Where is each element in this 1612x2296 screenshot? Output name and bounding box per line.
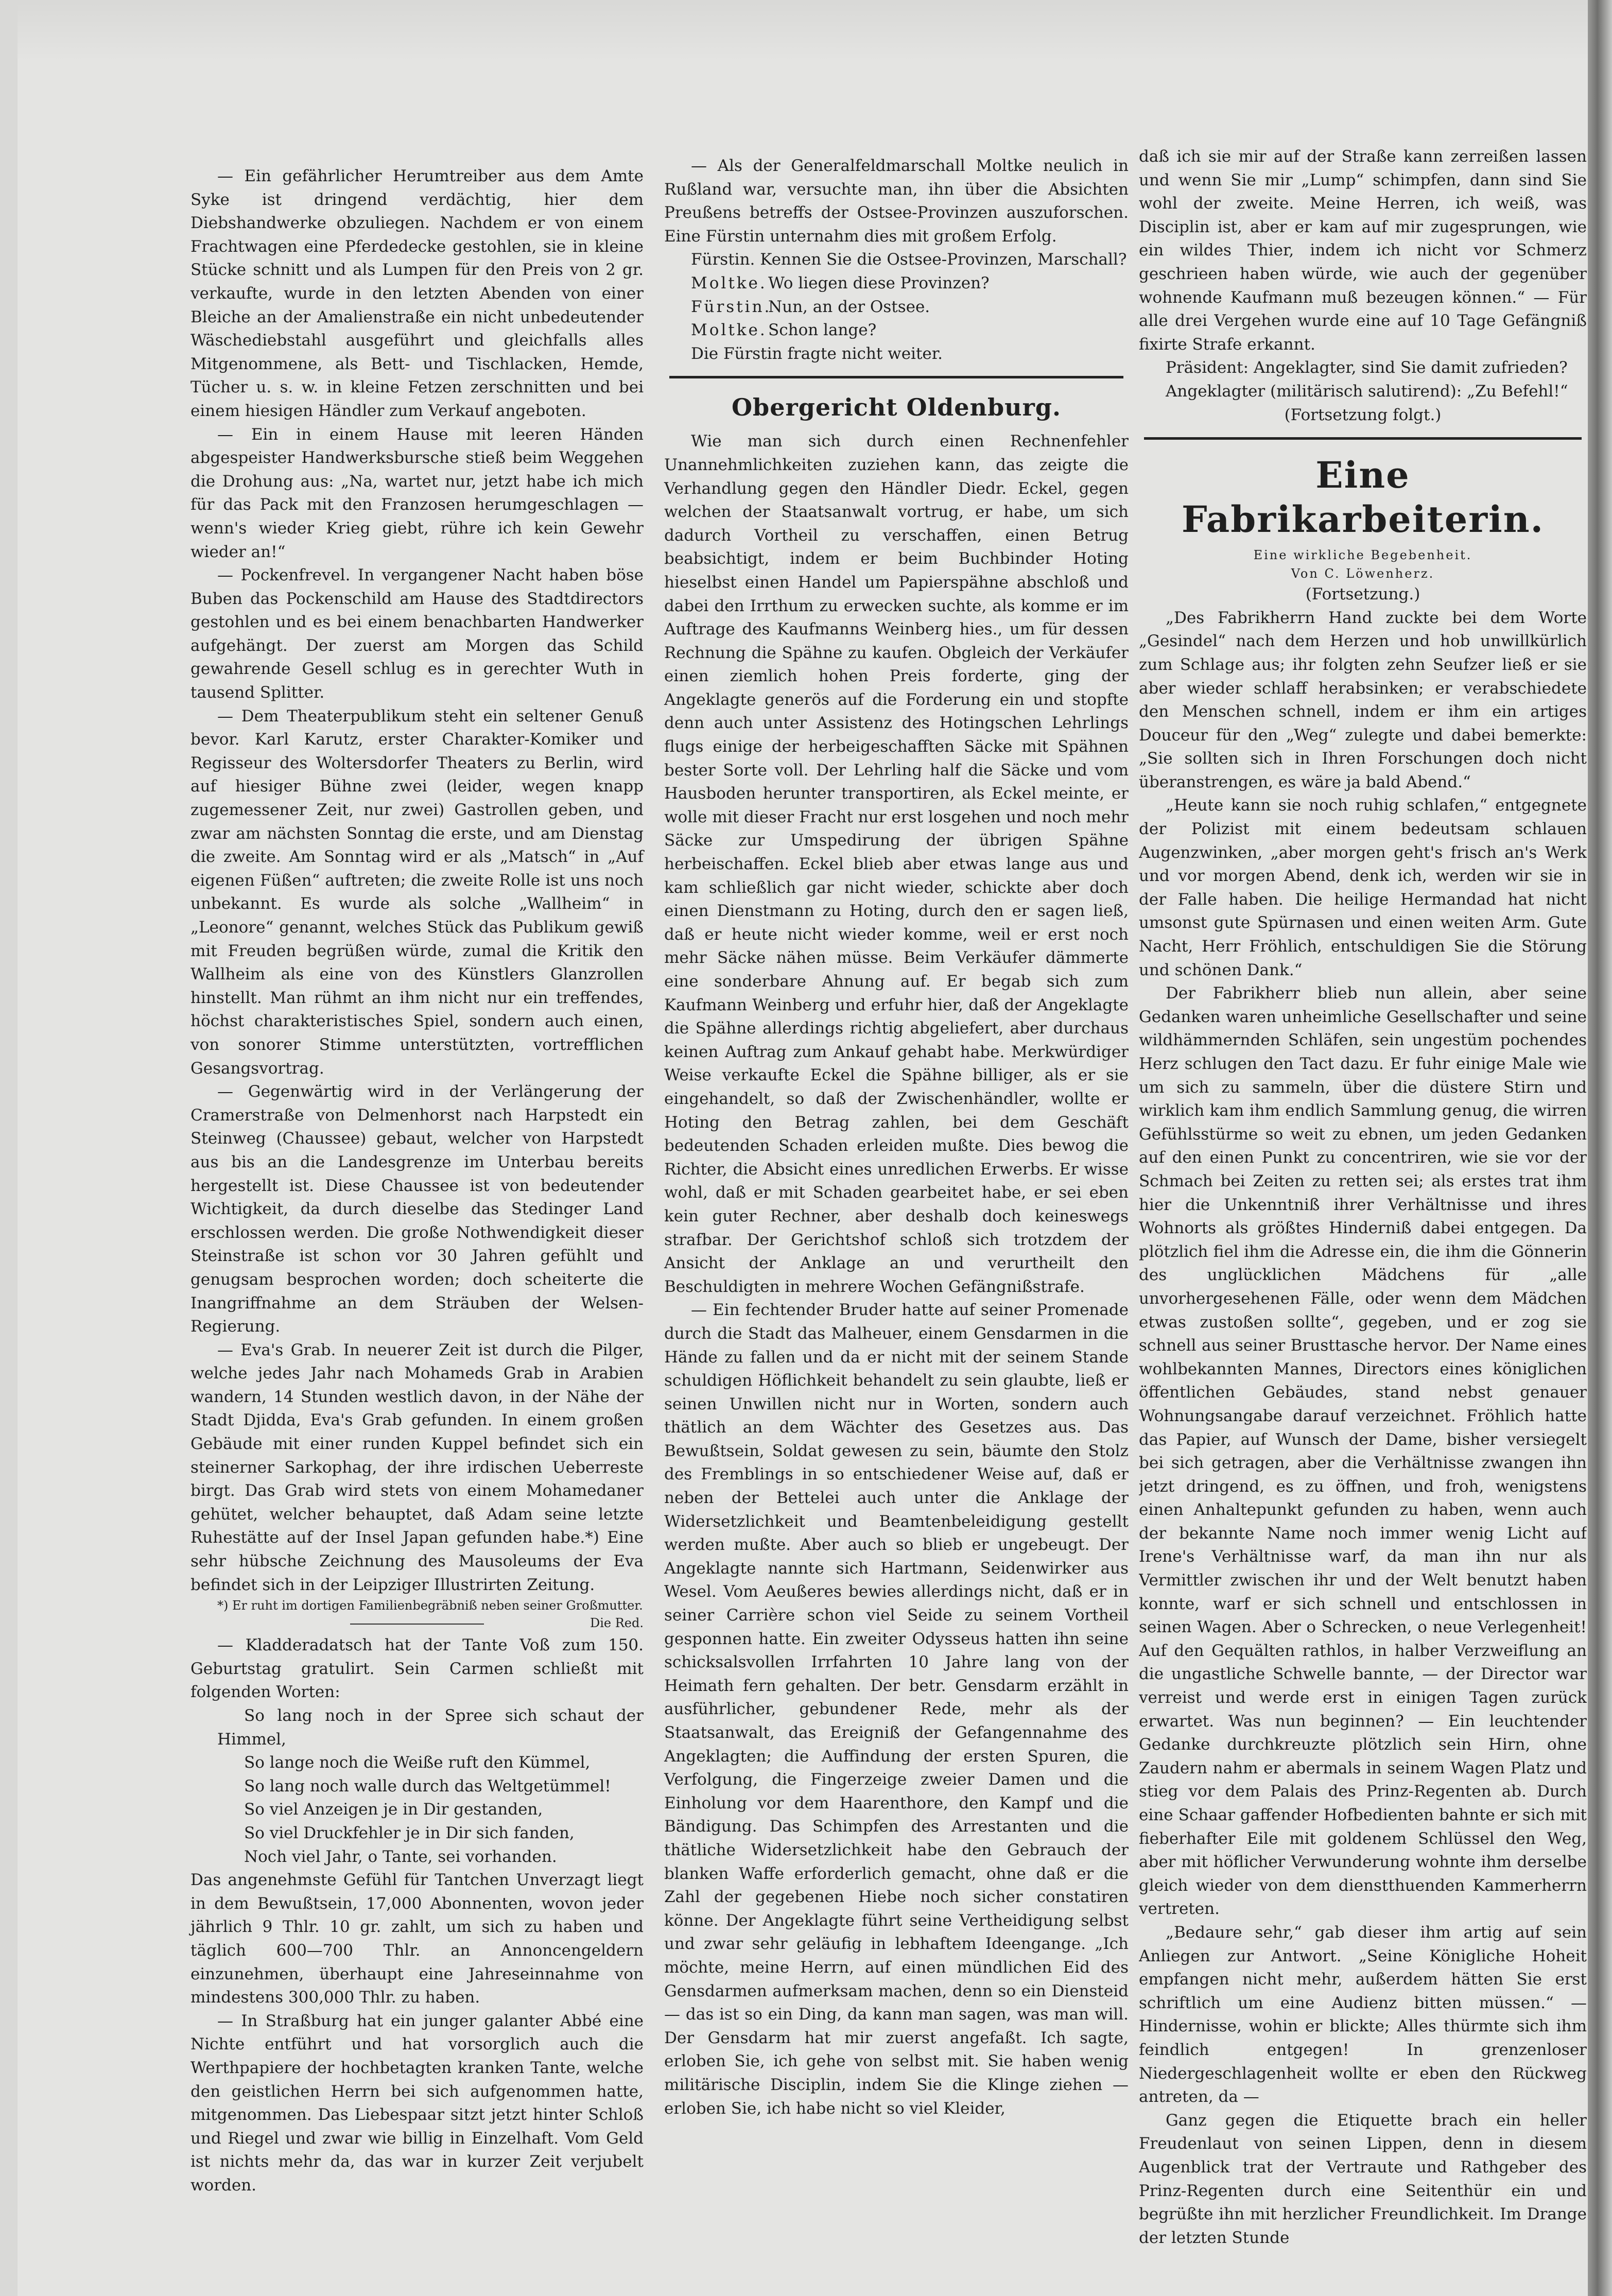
article-herumtreiber: — Ein gefährlicher Herumtreiber aus dem Amte Syke ist dringend verdächtig, hier dem Diebshandwerke obzuliegen. Nachdem er von einem Frachtwagen eine Pferdedecke gestohlen, sie in kleine Stücke schnitt und als Lumpen für den Preis von 2 gr. verkaufte, wurde in den letzten Abenden von einer Bleiche an der Amalienstraße ein nicht unbedeutender Wäschediebstahl ausgeführt und gleichfalls alles Mitgenommene, als Bett- und Tischlacken, Hemde, Tücher u. s. w. in kleine Fetzen zerschnitten und bei einem hiesigen Händler zum Verkauf angeboten. <box>190 167 644 420</box>
column-right <box>1139 145 1587 2250</box>
column-left <box>190 165 644 2197</box>
poem-line: So lang noch walle durch das Weltgetümmel! <box>244 1776 611 1796</box>
article-strassburg: — In Straßburg hat ein junger galanter Abbé eine Nichte entführt und hat vorsorglich auch die Werthpapiere der hochbetagten kranken Tante, welche den geistlichen Herrn bei sich aufgenommen hatte, mitgenommen. Das Liebespaar sitzt jetzt hinter Schloß und Riegel und zwar wie billig in Einzelhaft. Vom Geld ist nichts mehr da, das war in kurzer Zeit verjubelt worden. <box>190 2011 644 2195</box>
section-title: Obergericht Oldenburg. <box>731 393 1062 422</box>
article-tante-voss: — Kladderadatsch hat der Tante Voß zum 150. Geburtstag gratulirt. Sein Carmen schließt mit folgenden Worten: <box>190 1636 644 1702</box>
story-author: Von C. Löwenherz. <box>1291 566 1435 581</box>
dialog-line <box>664 272 1129 296</box>
article-tante-voss-outro: Das angenehmste Gefühl für Tantchen Unverzagt liegt in dem Bewußtsein, 17,000 Abonnenten, wovon jeder jährlich 9 Thlr. 10 gr. zahlt, um sich zu haben und täglich 600—700 Thlr. an Annoncengeldern einzunehmen, überhaupt eine Jahreseinnahme von mindestens 300,000 Thlr. zu haben. <box>190 1871 644 2007</box>
story-title: Eine Fabrikarbeiterin. <box>1181 454 1545 541</box>
dialog-line <box>664 296 1129 319</box>
dialog-line <box>664 319 1129 342</box>
court-defendant: Angeklagter (militärisch salutirend): „Zu Befehl!“ <box>1166 382 1568 401</box>
column-middle <box>664 154 1129 2120</box>
story-subtitle: Eine wirkliche Begebenheit. <box>1253 548 1472 563</box>
poem-line: Noch viel Jahr, o Tante, sei vorhanden. <box>244 1847 557 1866</box>
article-drohung: — Ein in einem Hause mit leeren Händen abgespeister Handwerksbursche stieß beim Weggehen die Drohung aus: „Na, wartet nur, jetzt habe ich mich für das Pack mit den Franzosen herumgeschlagen — wenn's wieder Krieg giebt, rühre ich kein Gewehr wieder an!“ <box>190 425 644 561</box>
story-paragraph: Der Fabrikherr blieb nun allein, aber seine Gedanken waren unheimliche Gesellschafter und seine wildhämmernden Schläfen, sein ungestüm pochendes Herz schlugen den Tact dazu. Er fuhr einige Male wie um sich zu sammeln, über die düstere Stirn und wirklich kam ihm endlich Sammlung genug, die wirren Gefühlsstürme so weit zu ebnen, um jeden Gedanken auf den einen Punkt zu concentriren, wie sie vor der Schmach bei Zeiten zu retten sei; als erstes trat ihm hier die Unkenntniß ihrer Verhältnisse und ihres Wohnorts als größtes Hinderniß dabei entgegen. Da plötzlich fiel ihm die Adresse ein, die ihm die Gönnerin des unglücklichen Mädchens für „alle unvorhergesehenen Fälle, oder wenn dem Mädchen etwas zustoßen sollte“, gegeben, und er zog sie schnell aus seiner Brusttasche hervor. Der Name eines wohlbekannten Mannes, Directors eines königlichen öffentlichen Gebäudes, stand nebst genauer Wohnungsangabe darauf verzeichnet. Fröhlich hatte das Papier, auf Wunsch der Dame, bisher versiegelt bei sich getragen, aber die Verhältnisse zwangen ihn jetzt dringend, es zu öffnen, und froh, wenigstens einen Anhaltepunkt gefunden zu haben, wenn auch der bekannte Name noch immer wenig Licht auf Irene's Verhältnisse warf, da man ihn nur als Vermittler zwischen ihr und der Welt benutzt haben konnte, warf er sich schnell und entschlossen in seinen Wagen. Aber o Schrecken, o neue Verlegenheit! Auf den Gequälten rathlos, in halber Verzweiflung an die ungastliche Schwelle bannte, — der Director war verreist und werde erst in einigen Tagen zurück erwartet. Was nun beginnen? — Ein leuchtender Gedanke durchkreuzte plötzlich sein Hirn, ohne Zaudern nahm er abermals in seinem Wagen Platz und stieg vor dem Palais des Prinz-Regenten ab. Durch eine Schaar gaffender Hofbedienten bahnte er sich mit fieberhafter Eile mit goldenem Schlüssel den Weg, aber mit höflicher Verwunderung wohnte ihm derselbe gleich wieder von dem dienstthuenden Kammerherrn vertreten. <box>1139 984 1587 1919</box>
poem-line: So lang noch in der Spree sich schaut der Himmel, <box>217 1706 644 1749</box>
dialog-speaker: Fürstin. <box>691 297 772 316</box>
divider <box>350 1624 484 1625</box>
poem-line: So lange noch die Weiße ruft den Kümmel, <box>244 1753 591 1772</box>
section-divider <box>669 376 1123 378</box>
footnote-signature: Die Red. <box>590 1616 644 1631</box>
page-shading <box>18 0 1589 62</box>
poem-line: So viel Druckfehler je in Dir sich fanden, <box>244 1823 575 1842</box>
story-paragraph: „Heute kann sie noch ruhig schlafen,“ entgegnete der Polizist mit einem bedeutsam schlauen Augenzwinken, „aber morgen geht's frisch an's Werk und vor morgen Abend, denk ich, werden wir sie in der Falle haben. Die heilige Hermandad hat nicht umsonst gute Spürnasen und einen weiten Arm. Gute Nacht, Herr Fröhlich, entschuldigen Sie die Störung und schönen Dank.“ <box>1139 796 1587 979</box>
story-paragraph: „Bedaure sehr,“ gab dieser ihm artig auf sein Anliegen zur Antwort. „Seine Königliche Hoheit empfangen nicht mehr, außerdem hätten Sie erst schriftlich um eine Audienz bitten müssen.“ — Hindernisse, wohin er blickte; Alles thürmte sich ihm feindlich entgegen! In grenzenloser Niedergeschlagenheit wollte er eben den Rückweg antreten, da — <box>1139 1923 1587 2107</box>
footnote <box>190 1597 644 1631</box>
dialog-text: Wo liegen diese Provinzen? <box>768 273 990 292</box>
dialog-end: Die Fürstin fragte nicht weiter. <box>691 344 943 363</box>
court-president: Präsident: Angeklagter, sind Sie damit zufrieden? <box>1166 358 1568 377</box>
dialog-speaker: Moltke. <box>691 321 767 340</box>
dialog-text: Nun, an der Ostsee. <box>768 297 930 316</box>
article-theaterpublikum: — Dem Theaterpublikum steht ein seltener Genuß bevor. Karl Karutz, erster Charakter-Komiker und Regisseur des Woltersdorfer Theaters zu Berlin, wird auf hiesiger Bühne zwei (leider, wegen knapp zugemessener Zeit, nur zwei) Gastrollen geben, und zwar am nächsten Sonntag die erste, und am Dienstag die zweite. Am Sonntag wird er als „Matsch“ in „Auf eigenen Füßen“ auftreten; die zweite Rolle ist uns noch unbekannt. Es wurde als solche „Wallheim“ in „Leonore“ genannt, welches Stück das Publikum gewiß mit Freuden begrüßen würde, zumal die Kritik den Wallheim als eine von des Künstlers Glanzrollen hinstellt. Man rühmt an ihm nicht nur ein treffendes, höchst charakteristisches Spiel, sondern auch einen, von sonorer Stimme unterstützten, vortrefflichen Gesangsvortrag. <box>190 706 644 1078</box>
poem-line: So viel Anzeigen je in Dir gestanden, <box>244 1800 543 1819</box>
article-court-eckel: Wie man sich durch einen Rechnenfehler Unannehmlichkeiten zuziehen kann, das zeigte die Verhandlung gegen den Händler Diedr. Eckel, gegen welchen der Staatsanwalt vortrug, er habe, um sich dadurch Vortheil zu verschaffen, einen Betrug beabsichtigt, indem er beim Buchbinder Hoting hieselbst einen Handel um Papierspähne abschloß und dabei den Irrthum zu erwecken suchte, als komme er im Auftrage des Kaufmanns Weinberg hies., um für dessen Rechnung die Spähne zu kaufen. Obgleich der Verkäufer einen ziemlich hohen Preis forderte, ging der Angeklagte generös auf die Forderung ein und stopfte denn auch unter Assistenz des Hotingschen Lehrlings flugs einige der herbeigeschafften Säcke mit Spähnen bester Sorte voll. Der Lehrling half die Säcke und vom Hausboden herunter transportiren, als Eckel meinte, er wolle mit dieser Fracht nur erst losgehen und noch mehr Säcke zur Umspedirung der übrigen Spähne herbeischaffen. Eckel blieb aber etwas lange aus und kam schließlich gar nicht wieder, schickte aber doch einen Dienstmann zu Hoting, durch den er sagen ließ, daß er heute nicht wieder komme, weil er erst noch mehr Säcke nähen müsse. Beim Verkäufer dämmerte eine sonderbare Ahnung auf. Er begab sich zum Kaufmann Weinberg und erfuhr hier, daß der Angeklagte die Spähne allerdings richtig abgeliefert, aber durchaus keinen Auftrag zum Ankauf gehabt habe. Merkwürdiger Weise verkaufte Eckel die Spähne billiger, als er sie eingehandelt, so daß der Zwischenhändler, wollte er Hoting den Betrag zahlen, bei dem Geschäft bedeutenden Schaden erleiden mußte. Dies bewog die Richter, die Absicht eines unredlichen Erwerbs. Er wisse wohl, daß er mit Schaden gearbeitet habe, er sei eben kein guter Rechner, aber deshalb doch keineswegs strafbar. Der Gerichtshof schloß sich trotzdem der Ansicht der Anklage an und verurtheilt den Beschuldigten in mehrere Wochen Gefängnißstrafe. <box>664 432 1129 1296</box>
article-moltke: — Als der Generalfeldmarschall Moltke neulich in Rußland war, versuchte man, ihn über die Absichten Preußens betreffs der Ostsee-Provinzen auszuforschen. Eine Fürstin unternahm dies mit großem Erfolg. <box>664 157 1129 246</box>
article-pockenfrevel: — Pockenfrevel. In vergangener Nacht haben böse Buben das Pockenschild am Hause des Stadtdirectors gestohlen und es bei einem benachbarten Handwerker aufgehängt. Der zuerst am Morgen das Schild gewahrende Gesell schlug es in gerechter Wuth in tausend Splitter. <box>190 566 644 702</box>
article-court-hartmann: — Ein fechtender Bruder hatte auf seiner Promenade durch die Stadt das Malheuer, einem Gensdarmen in die Hände zu fallen und da er nicht mit der seinem Stande schuldigen Höflichkeit behandelt zu sein glaubte, ließ er seinen Unwillen nicht nur in Worten, sondern auch thätlich an dem Wächter des Gesetzes aus. Das Bewußtsein, Soldat gewesen zu sein, bäumte den Stolz des Fremblings in so entschiedener Weise auf, daß er neben der Bettelei auch unter die Anklage der Widersetzlichkeit und Beamtenbeleidigung gestellt werden mußte. Aber auch so blieb er ungebeugt. Der Angeklagte nannte sich Hartmann, Seidenwirker aus Wesel. Vom Aeußeres bewies allerdings nicht, daß er in seiner Carrière schon viel Seide zu seinem Vortheil gesponnen hatte. Ein zweiter Odysseus hatten ihn seine schicksalsvollen Irrfahrten 10 Jahre lang von der Heimath fern gehalten. Der betr. Gensdarm erzählt in ausführlicher, gebundener Rede, mehr als der Staatsanwalt, das Ereigniß der Gefangennahme des Angeklagten; die Auffindung der ersten Spuren, die Verfolgung, die Fingerzeige zweier Damen und die Einholung vor dem Haarenthore, den Kampf und die Bändigung. Das Schimpfen des Arrestanten und die thätliche Widersetzlichkeit habe den Gebrauch der blanken Waffe erforderlich gemacht, ohne daß er die Zahl der gegebenen Hiebe noch sicher constatiren könne. Der Angeklagte führt seine Vertheidigung selbst und zwar sehr geläufig in lebhaftem Ideengange. „Ich möchte, meine Herrn, auf einen mündlichen Eid des Gensdarmen aufmerksam machen, denn so ein Diensteid — das ist so ein Ding, da kann man sagen, was man will. Der Gensdarm hat mir zuerst angefaßt. Ich sagte, erloben Sie, ich gehe von selbst mit. Sie haben wenig militärische Disciplin, indem Sie die Klinge ziehen — erloben Sie, ich habe nicht so viel Kleider, <box>664 1301 1129 2118</box>
dialog-text: Schon lange? <box>768 321 877 340</box>
footnote-text: *) Er ruht im dortigen Familienbegräbniß neben seiner Großmutter. <box>217 1598 643 1613</box>
article-court-continued: daß ich sie mir auf der Straße kann zerreißen lassen und wenn Sie mir „Lump“ schimpfen, dann sind Sie wohl der zweite. Meine Herren, ich weiß, was Disciplin ist, aber er kam auf mir zugesprungen, wie ein wildes Thier, indem ich nicht vor Schmerz geschrieen haben würde, wie auch der gegenüber wohnende Kaufmann muß bezeugen können.“ — Für alle drei Vergehen wurde eine auf 10 Tage Gefängniß fixirte Strafe erkannt. <box>1139 147 1587 354</box>
continued-note: (Fortsetzung folgt.) <box>1284 405 1442 424</box>
article-evas-grab: — Eva's Grab. In neuerer Zeit ist durch die Pilger, welche jedes Jahr nach Mohameds Grab in Arabien wandern, 14 Stunden westlich davon, in der Nähe der Stadt Djidda, Eva's Grab gefunden. In einem großen Gebäude mit einer runden Kuppel befindet sich ein steinerner Sarkophag, der ihre irdischen Ueberreste birgt. Das Grab wird stets von einem Mohamedaner gehütet, welcher behauptet, daß Adam seine letzte Ruhestätte auf der Insel Japan gefunden habe.*) Eine sehr hübsche Zeichnung des Mausoleums der Eva befindet sich in der Leipziger Illustrirten Zeitung. <box>190 1340 644 1594</box>
dialog-speaker: Moltke. <box>691 273 767 292</box>
section-divider <box>1144 437 1582 440</box>
story-paragraph: Ganz gegen die Etiquette brach ein heller Freudenlaut von seinen Lippen, denn in diesem Augenblick trat der Vertraute und Rathgeber des Prinz-Regenten durch eine Seitenthür ein und begrüßte ihn mit herzlicher Freundlichkeit. Im Drange der letzten Stunde <box>1139 2111 1587 2247</box>
dialog-question: Fürstin. Kennen Sie die Ostsee-Provinzen, Marschall? <box>691 250 1127 269</box>
article-delmenhorst: — Gegenwärtig wird in der Verlängerung der Cramerstraße von Delmenhorst nach Harpstedt ein Steinweg (Chaussee) gebaut, welcher von Harpstedt aus bis an die Landesgrenze im Unterbau bereits hergestellt ist. Diese Chaussee ist von bedeutender Wichtigkeit, da durch dieselbe das Stedinger Land erschlossen werden. Die große Nothwendigkeit dieser Steinstraße ist schon vor 30 Jahren gefühlt und genugsam besprochen worden; doch scheiterte die Inangriffnahme an dem Sträuben der Welsen-Regierung. <box>190 1082 644 1336</box>
page-binding-edge <box>1588 0 1612 2296</box>
story-paragraph: „Des Fabrikherrn Hand zuckte bei dem Worte „Gesindel“ nach dem Herzen und hob unwillkürlich zum Schlage aus; ihr folgten zehn Seufzer ließ er sie aber wieder schlaff herabsinken; er verabschiedete den Menschen schnell, indem er ihm ein artiges Douceur für den „Weg“ zulegte und dabei bemerkte: „Sie sollten sich in Ihren Forschungen doch nicht überanstrengen, es wäre ja bald Abend.“ <box>1139 608 1587 791</box>
story-continuation-note: (Fortsetzung.) <box>1305 585 1420 604</box>
